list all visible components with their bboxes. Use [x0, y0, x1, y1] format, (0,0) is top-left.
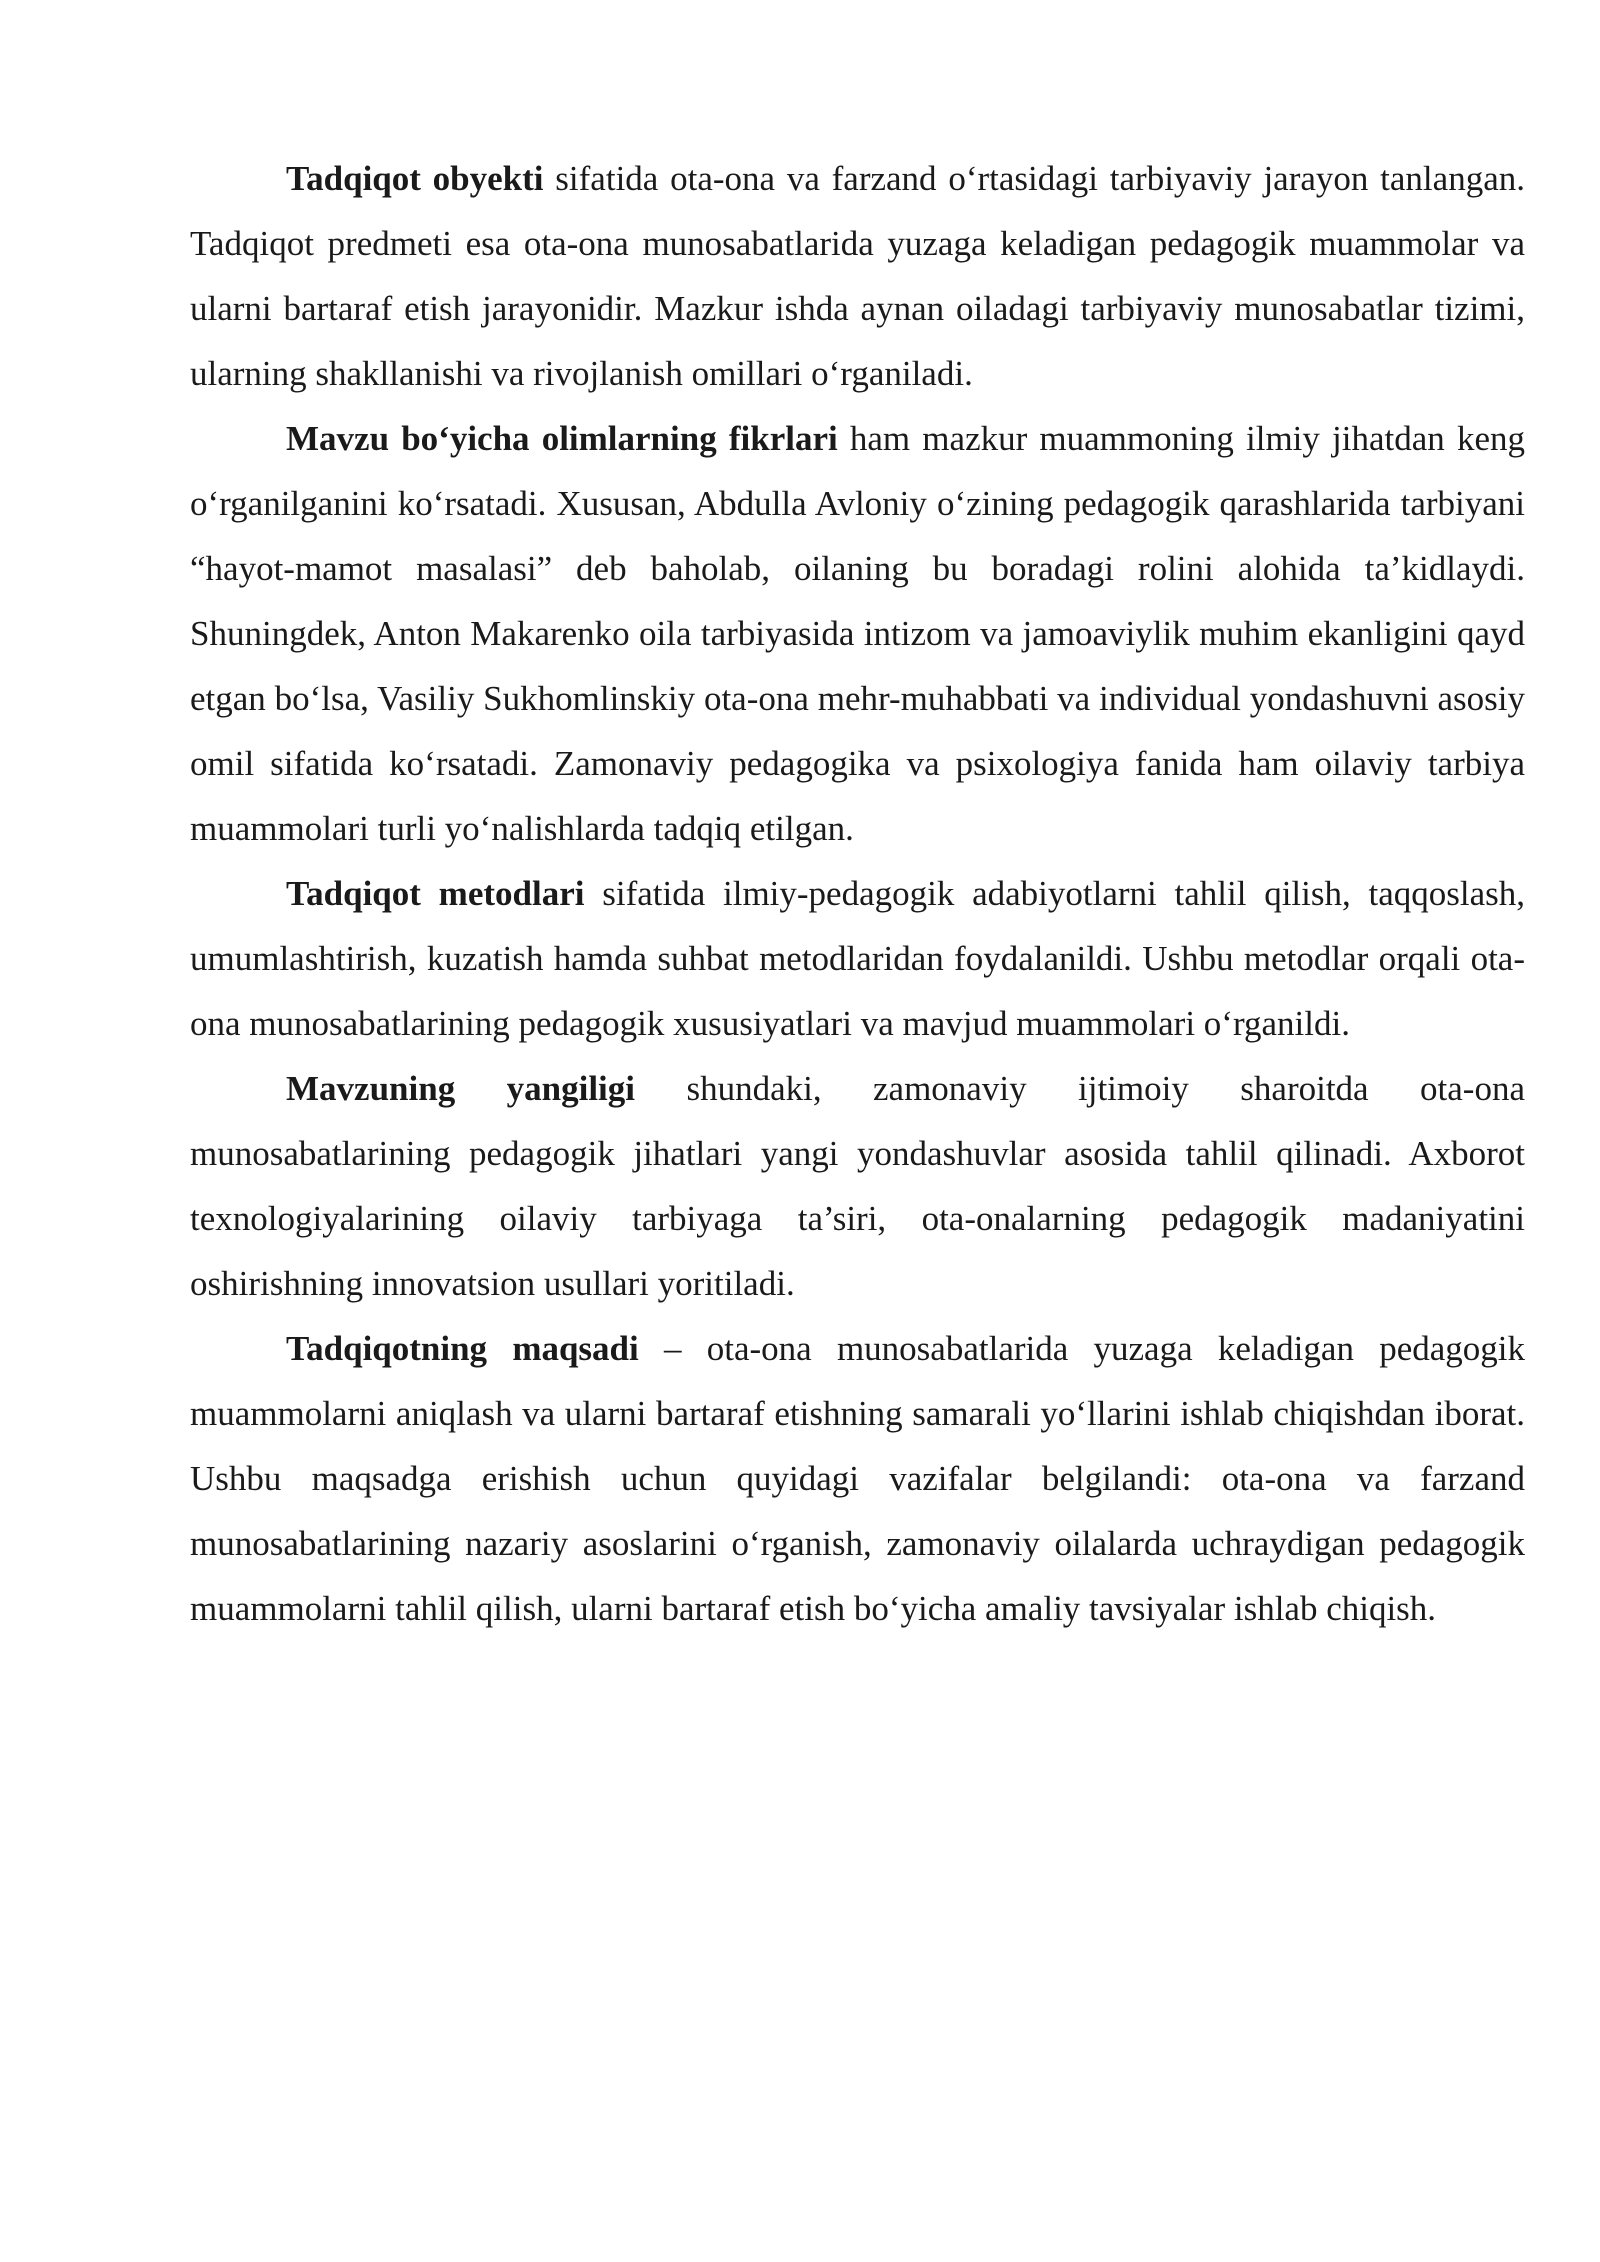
paragraph-text: sifatida ota-ona va farzand o‘rtasidagi tarbiyaviy jarayon tanlangan. Tadqiqot predmeti esa ota-ona munosabatlarida yuzaga keladigan pedagogik muammolar va ularni bartaraf etish jarayonidir. Mazkur ishda aynan oiladagi tarbiyaviy munosabatlar tizimi, ularning shakllanishi va rivojlanish omillari o‘rganiladi. — [190, 159, 1525, 393]
paragraph-lead: Tadqiqot obyekti — [286, 159, 544, 198]
document-body — [190, 146, 1525, 1641]
paragraph-lead: Tadqiqotning maqsadi — [286, 1329, 639, 1368]
paragraph-text: sifatida ilmiy-pedagogik adabiyotlarni tahlil qilish, taqqoslash, umumlashtirish, kuzatish hamda suhbat metodlaridan foydalanildi. Ushbu metodlar orqali ota-ona munosabatlarining pedagogik xususiyatlari va mavjud muammolari o‘rganildi. — [190, 874, 1525, 1043]
paragraph-text: – ota-ona munosabatlarida yuzaga keladigan pedagogik muammolarni aniqlash va ularni bartaraf etishning samarali yo‘llarini ishlab chiqishdan iborat. Ushbu maqsadga erishish uchun quyidagi vazifalar belgilandi: ota-ona va farzand munosabatlarining nazariy asoslarini o‘rganish, zamonaviy oilalarda uchraydigan pedagogik muammolarni tahlil qilish, ularni bartaraf etish bo‘yicha amaliy tavsiyalar ishlab chiqish. — [190, 1329, 1525, 1628]
paragraph-lead: Tadqiqot metodlari — [286, 874, 585, 913]
paragraph-text: ham mazkur muammoning ilmiy jihatdan keng o‘rganilganini ko‘rsatadi. Xususan, Abdulla Avloniy o‘zining pedagogik qarashlarida tarbiyani “hayot-mamot masalasi” deb baholab, oilaning bu boradagi rolini alohida ta’kidlaydi. Shuningdek, Anton Makarenko oila tarbiyasida intizom va jamoaviylik muhim ekanligini qayd etgan bo‘lsa, Vasiliy Sukhomlinskiy ota-ona mehr-muhabbati va individual yondashuvni asosiy omil sifatida ko‘rsatadi. Zamonaviy pedagogika va psixologiya fanida ham oilaviy tarbiya muammolari turli yo‘nalishlarda tadqiq etilgan. — [190, 419, 1525, 848]
paragraph-research-methods — [190, 861, 1525, 1056]
paragraph-research-object — [190, 146, 1525, 406]
paragraph-research-goal — [190, 1316, 1525, 1641]
paragraph-lead: Mavzuning yangiligi — [286, 1069, 635, 1108]
paragraph-scholars-views — [190, 406, 1525, 861]
paragraph-novelty — [190, 1056, 1525, 1316]
paragraph-lead: Mavzu bo‘yicha olimlarning fikrlari — [286, 419, 838, 458]
paragraph-text: shundaki, zamonaviy ijtimoiy sharoitda ota-ona munosabatlarining pedagogik jihatlari yangi yondashuvlar asosida tahlil qilinadi. Axborot texnologiyalarining oilaviy tarbiyaga ta’siri, ota-onalarning pedagogik madaniyatini oshirishning innovatsion usullari yoritiladi. — [190, 1069, 1525, 1303]
